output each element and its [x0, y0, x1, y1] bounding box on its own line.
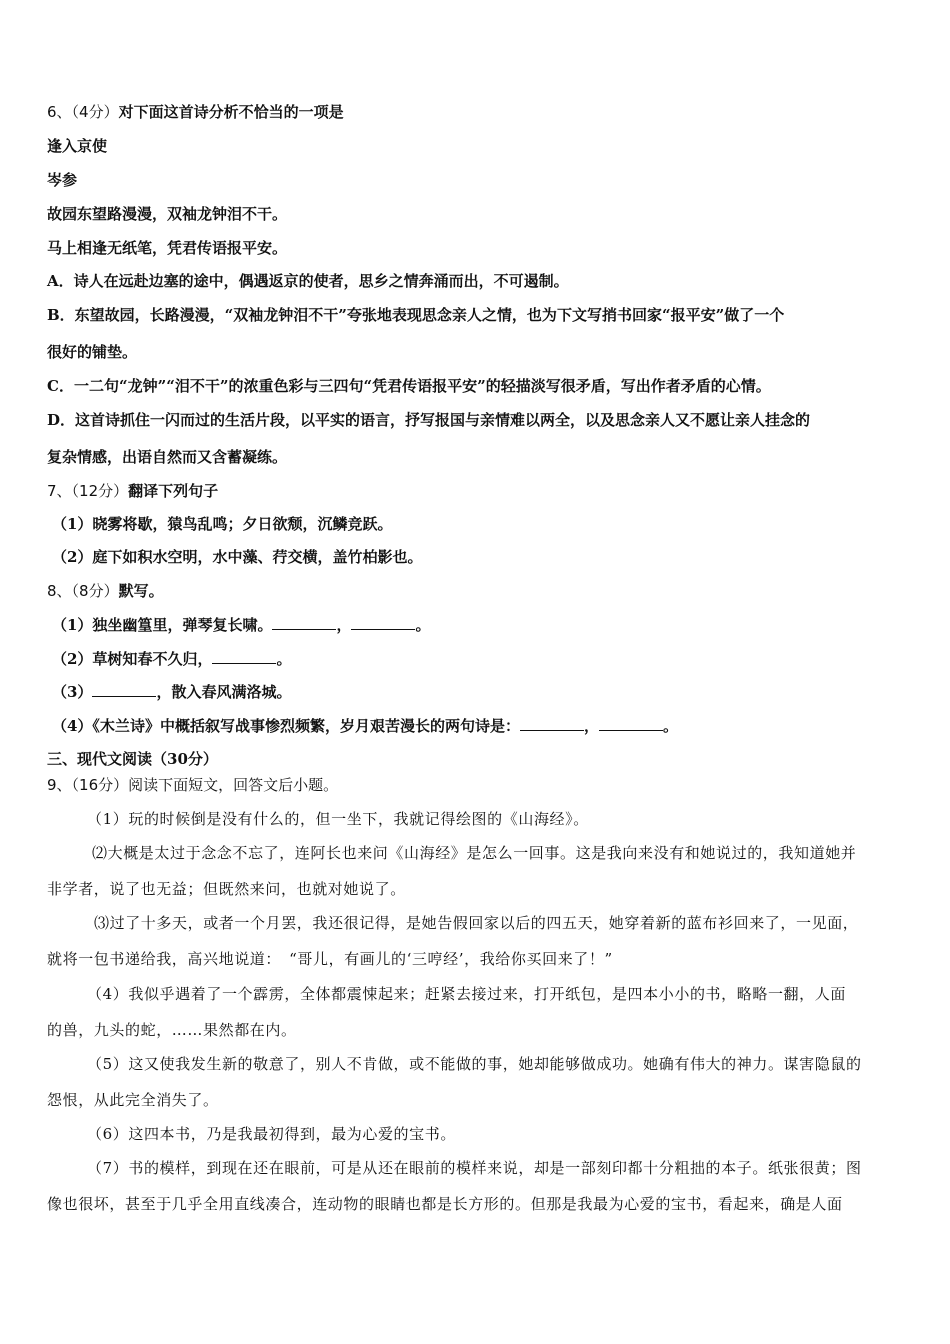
passage-paragraph-3-line-1: ⑶过了十多天，或者一个月罢，我还很记得，是她告假回家以后的四五天，她穿着新的蓝布衫回来了，一见面， — [94, 914, 859, 932]
passage-paragraph-6: （6）这四本书，乃是我最初得到，最为心爱的宝书。 — [87, 1125, 456, 1143]
passage-paragraph-4-line-1: （4）我似乎遇着了一个霹雳，全体都震悚起来；赶紧去接过来，打开纸包，是四本小小的书，略略一翻，人面 — [87, 985, 846, 1003]
passage-paragraph-3-line-2: 就将一包书递给我，高兴地说道： “哥儿，有画儿的‘三哼经’，我给你买回来了！” — [47, 950, 613, 968]
q7-item-2: （2）庭下如积水空明，水中藻、荇交横，盖竹柏影也。 — [52, 548, 423, 566]
answer-blank[interactable] — [351, 616, 415, 630]
option-d-line-2: 复杂情感，出语自然而又含蓄凝练。 — [47, 448, 288, 466]
passage-paragraph-5-line-1: （5）这又使我发生新的敬意了，别人不肯做，或不能做的事，她却能够做成功。她确有伟大的神力。谋害隐鼠的 — [87, 1055, 862, 1073]
passage-paragraph-5-line-2: 怨恨，从此完全消失了。 — [47, 1091, 219, 1109]
answer-blank[interactable] — [212, 650, 276, 664]
q8-item-2: （2）草树知春不久归， 。 — [52, 650, 292, 668]
option-b-line-1: B．东望故园，长路漫漫，“双袖龙钟泪不干”夸张地表现思念亲人之情，也为下文写捎书回家“报平安”做了一个 — [47, 306, 785, 324]
q8-item-1: （1）独坐幽篁里，弹琴复长啸。 ， 。 — [52, 616, 431, 634]
passage-paragraph-1: （1）玩的时候倒是没有什么的，但一坐下，我就记得绘图的《山海经》。 — [87, 810, 589, 828]
section-3-title: 三、现代文阅读（30分） — [47, 750, 218, 768]
passage-paragraph-7-line-2: 像也很坏，甚至于几乎全用直线凑合，连动物的眼睛也都是长方形的。但那是我最为心爱的宝书，看起来，确是人面 — [47, 1195, 843, 1213]
q6-header: 6、（4分）对下面这首诗分析不恰当的一项是 — [47, 103, 344, 121]
option-a: A．诗人在远赴边塞的途中，偶遇返京的使者，思乡之情奔涌而出，不可遏制。 — [47, 272, 569, 290]
q8-header: 8、（8分）默写。 — [47, 582, 164, 600]
poem-title: 逢入京使 — [47, 137, 108, 155]
q9-header: 9、（16分）阅读下面短文，回答文后小题。 — [47, 776, 339, 794]
option-b-line-2: 很好的铺垫。 — [47, 343, 138, 361]
q8-item-3: （3） ，散入春风满洛城。 — [52, 683, 292, 701]
answer-blank[interactable] — [520, 717, 584, 731]
passage-paragraph-2-line-2: 非学者，说了也无益；但既然来问，也就对她说了。 — [47, 880, 406, 898]
answer-blank[interactable] — [92, 683, 156, 697]
q7-header: 7、（12分）翻译下列句子 — [47, 482, 219, 500]
answer-blank[interactable] — [599, 717, 663, 731]
passage-paragraph-4-line-2: 的兽，九头的蛇，……果然都在内。 — [47, 1021, 297, 1039]
q8-item-4: （4）《木兰诗》中概括叙写战事惨烈频繁，岁月艰苦漫长的两句诗是： ， 。 — [52, 717, 678, 735]
passage-paragraph-2-line-1: ⑵大概是太过于念念不忘了，连阿长也来问《山海经》是怎么一回事。这是我向来没有和她说过的，我知道她并 — [92, 844, 857, 862]
poem-author: 岑参 — [47, 171, 78, 189]
q7-item-1: （1）晓雾将歇，猿鸟乱鸣；夕日欲颓，沉鳞竞跃。 — [52, 515, 393, 533]
passage-paragraph-7-line-1: （7）书的模样，到现在还在眼前，可是从还在眼前的模样来说，却是一部刻印都十分粗拙的本子。纸张很黄；图 — [87, 1159, 862, 1177]
poem-line-1: 故园东望路漫漫，双袖龙钟泪不干。 — [47, 205, 288, 223]
poem-line-2: 马上相逢无纸笔，凭君传语报平安。 — [47, 239, 288, 257]
option-d-line-1: D．这首诗抓住一闪而过的生活片段，以平实的语言，抒写报国与亲情难以两全，以及思念亲人又不愿让亲人挂念的 — [47, 411, 811, 429]
option-c: C．一二句“龙钟”“泪不干”的浓重色彩与三四句“凭君传语报平安”的轻描淡写很矛盾，写出作者矛盾的心情。 — [47, 377, 771, 395]
answer-blank[interactable] — [272, 616, 336, 630]
